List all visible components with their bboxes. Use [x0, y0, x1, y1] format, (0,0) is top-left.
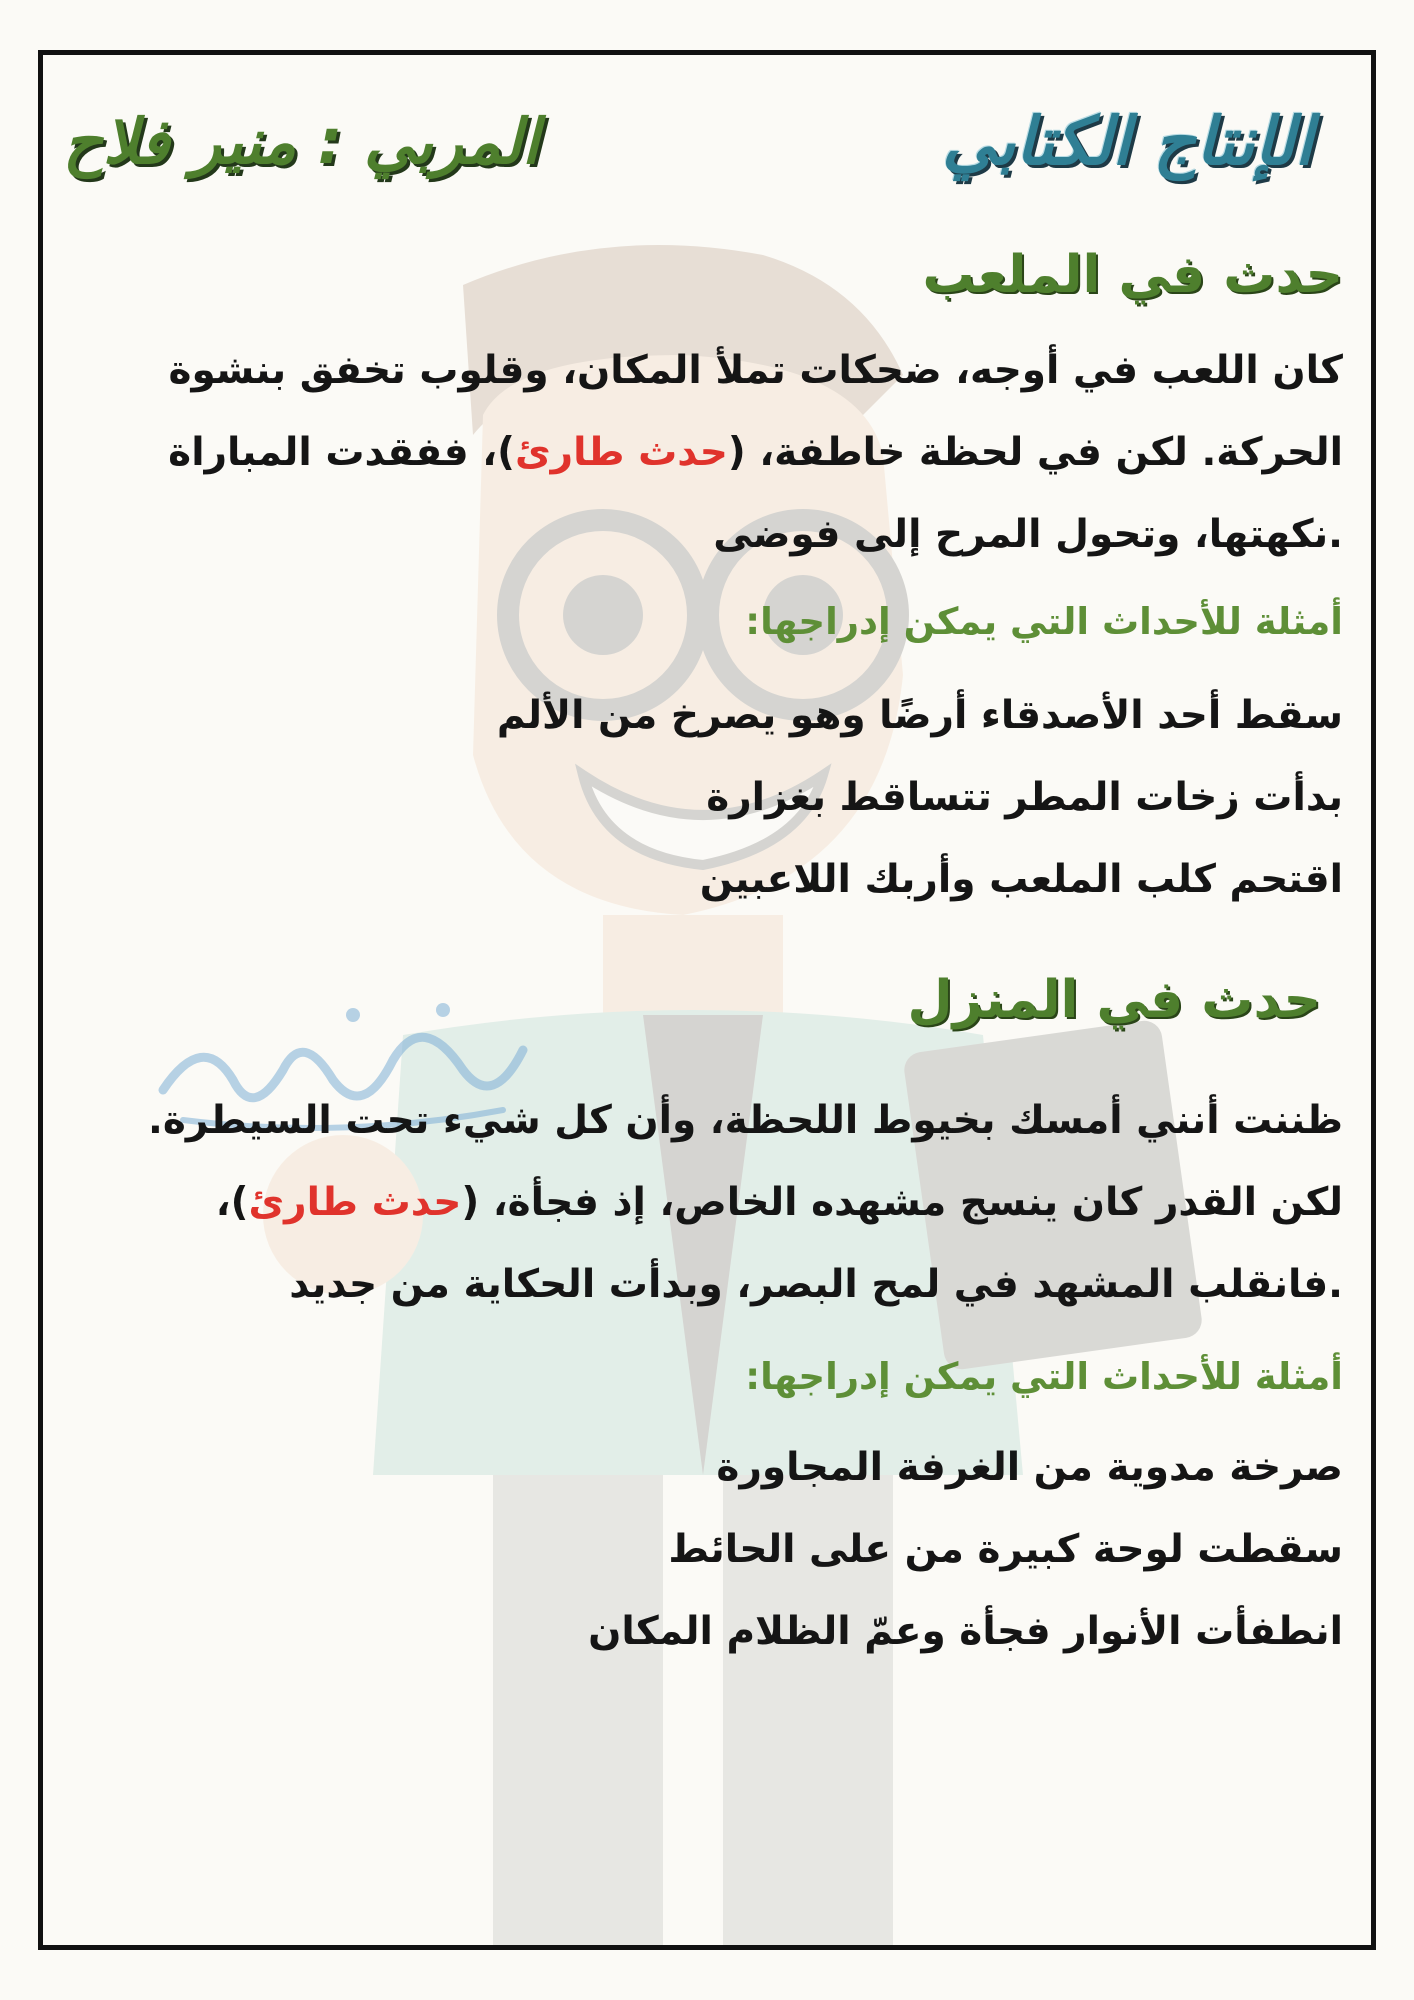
list-item: سقط أحد الأصدقاء أرضًا وهو يصرخ من الألم [496, 693, 1343, 738]
list-item: انطفأت الأنوار فجأة وعمّ الظلام المكان [588, 1609, 1343, 1654]
paragraph-line: ظننت أنني أمسك بخيوط اللحظة، وأن كل شيء تحت السيطرة. [148, 1098, 1343, 1143]
page-content [43, 55, 1376, 1950]
section-title-home: حدث في المنزل [907, 970, 1321, 1030]
page-title: الإنتاج الكتابي [942, 103, 1313, 180]
list-item: صرخة مدوية من الغرفة المجاورة [716, 1445, 1343, 1490]
page-frame [38, 50, 1376, 1950]
list-item: اقتحم كلب الملعب وأربك اللاعبين [699, 857, 1343, 902]
list-item: سقطت لوحة كبيرة من على الحائط [668, 1527, 1343, 1572]
highlight-emergency-event: حدث طارئ [514, 430, 728, 475]
examples-list-stadium [497, 675, 1343, 921]
paragraph-stadium [168, 330, 1343, 576]
paragraph-line: كان اللعب في أوجه، ضحكات تملأ المكان، وقلوب تخفق بنشوة [168, 348, 1343, 393]
highlight-emergency-event: حدث طارئ [248, 1180, 462, 1225]
paragraph-line [168, 412, 1343, 494]
paragraph-text: )، [215, 1180, 249, 1225]
teacher-name: المربي : منير فلاح [63, 105, 540, 178]
examples-list-home [588, 1427, 1343, 1673]
paragraph-text: الحركة. لكن في لحظة خاطفة، ( [727, 430, 1343, 475]
examples-heading-stadium: أمثلة للأحداث التي يمكن إدراجها: [745, 600, 1343, 643]
list-item: بدأت زخات المطر تتساقط بغزارة [706, 775, 1343, 820]
paragraph-line [148, 1162, 1343, 1244]
paragraph-text: )، ففقدت المباراة [168, 430, 515, 475]
paragraph-line: .فانقلب المشهد في لمح البصر، وبدأت الحكاية من جديد [289, 1262, 1343, 1307]
paragraph-home [148, 1080, 1343, 1326]
paragraph-text: لكن القدر كان ينسج مشهده الخاص، إذ فجأة، ( [461, 1180, 1343, 1225]
examples-heading-home: أمثلة للأحداث التي يمكن إدراجها: [745, 1355, 1343, 1398]
section-title-stadium: حدث في الملعب [922, 245, 1343, 305]
paragraph-line: .نكهتها، وتحول المرح إلى فوضى [713, 512, 1343, 557]
